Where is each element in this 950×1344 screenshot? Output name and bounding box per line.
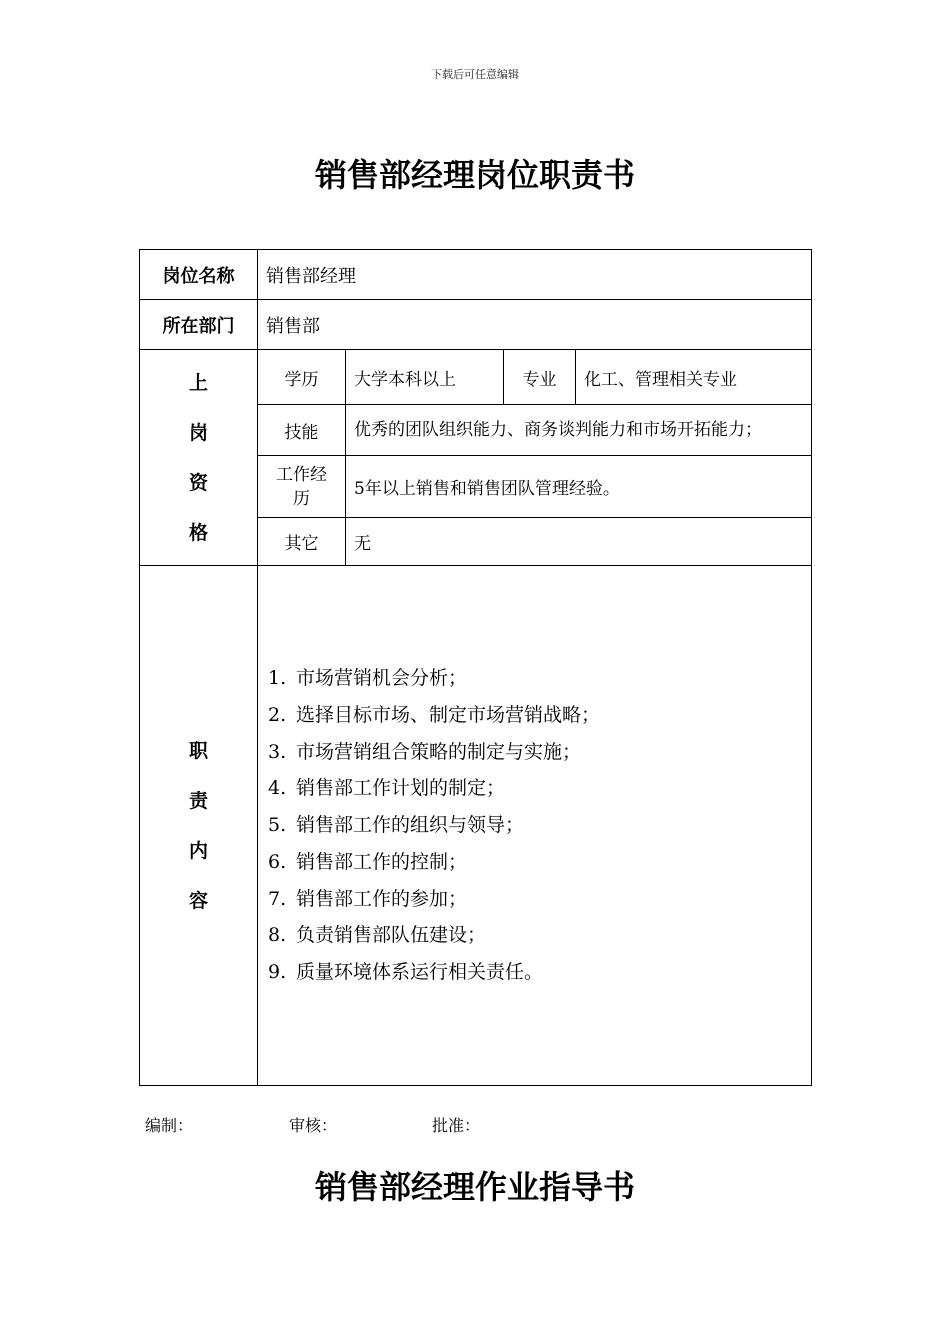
page-title: 销售部经理岗位职责书 <box>314 156 635 194</box>
experience-label: 工作经历 <box>258 456 346 518</box>
duty-number: 9. <box>268 961 287 984</box>
duty-text: 销售部工作的组织与领导； <box>296 814 525 837</box>
prepared-by-label: 编制： <box>145 1116 194 1135</box>
other-label: 其它 <box>258 518 346 566</box>
duty-item <box>266 917 803 954</box>
duty-text: 销售部工作的控制； <box>296 850 468 873</box>
qualification-label <box>140 350 258 566</box>
duty-text: 市场营销机会分析； <box>296 666 468 689</box>
major-value: 化工、管理相关专业 <box>576 350 812 405</box>
duty-number: 5. <box>268 814 287 837</box>
duty-item <box>266 734 803 771</box>
duty-text: 负责销售部队伍建设； <box>296 924 487 947</box>
duty-number: 6. <box>268 850 287 873</box>
qualification-label-char: 格 <box>188 521 208 544</box>
header-note: 下载后可任意编辑 <box>431 68 519 81</box>
qualification-label-char: 上 <box>188 371 208 394</box>
position-label: 岗位名称 <box>140 250 258 300</box>
duty-item <box>266 770 803 807</box>
duties-label-char: 责 <box>188 789 208 812</box>
duty-number: 2. <box>268 703 287 726</box>
duties-label-char: 职 <box>188 739 208 762</box>
duties-label <box>140 566 258 1086</box>
duty-number: 3. <box>268 740 287 763</box>
duty-text: 市场营销组合策略的制定与实施； <box>296 740 582 763</box>
duty-text: 选择目标市场、制定市场营销战略； <box>296 703 601 726</box>
skills-value: 优秀的团队组织能力、商务谈判能力和市场开拓能力； <box>346 405 812 456</box>
department-label: 所在部门 <box>140 300 258 350</box>
second-page-title: 销售部经理作业指导书 <box>314 1168 635 1206</box>
other-value: 无 <box>346 518 812 566</box>
duties-label-char: 内 <box>188 839 208 862</box>
department-value: 销售部 <box>258 300 812 350</box>
duty-item <box>266 697 803 734</box>
reviewed-by-label: 审核： <box>289 1116 338 1135</box>
experience-value: 5年以上销售和销售团队管理经验。 <box>346 456 812 518</box>
duties-list <box>258 566 812 1086</box>
qualification-label-char: 资 <box>188 471 208 494</box>
approved-by-label: 批准： <box>432 1116 481 1135</box>
education-value: 大学本科以上 <box>346 350 504 405</box>
duty-item <box>266 807 803 844</box>
duty-text: 销售部工作的参加； <box>296 887 468 910</box>
department-row <box>140 300 812 350</box>
position-row <box>140 250 812 300</box>
duty-text: 销售部工作计划的制定； <box>296 777 506 800</box>
duty-number: 7. <box>268 887 287 910</box>
skills-label: 技能 <box>258 405 346 456</box>
education-row <box>140 350 812 405</box>
duties-label-char: 容 <box>188 889 208 912</box>
duty-item <box>266 844 803 881</box>
duty-text: 质量环境体系运行相关责任。 <box>296 961 544 984</box>
position-value: 销售部经理 <box>258 250 812 300</box>
duty-item <box>266 660 803 697</box>
duty-item <box>266 881 803 918</box>
duties-row <box>140 566 812 1086</box>
responsibility-table <box>139 249 812 1086</box>
major-label: 专业 <box>504 350 576 405</box>
qualification-label-char: 岗 <box>188 421 208 444</box>
duty-number: 4. <box>268 777 287 800</box>
duty-number: 8. <box>268 924 287 947</box>
education-label: 学历 <box>258 350 346 405</box>
duty-item <box>266 954 803 991</box>
duty-number: 1. <box>268 666 287 689</box>
